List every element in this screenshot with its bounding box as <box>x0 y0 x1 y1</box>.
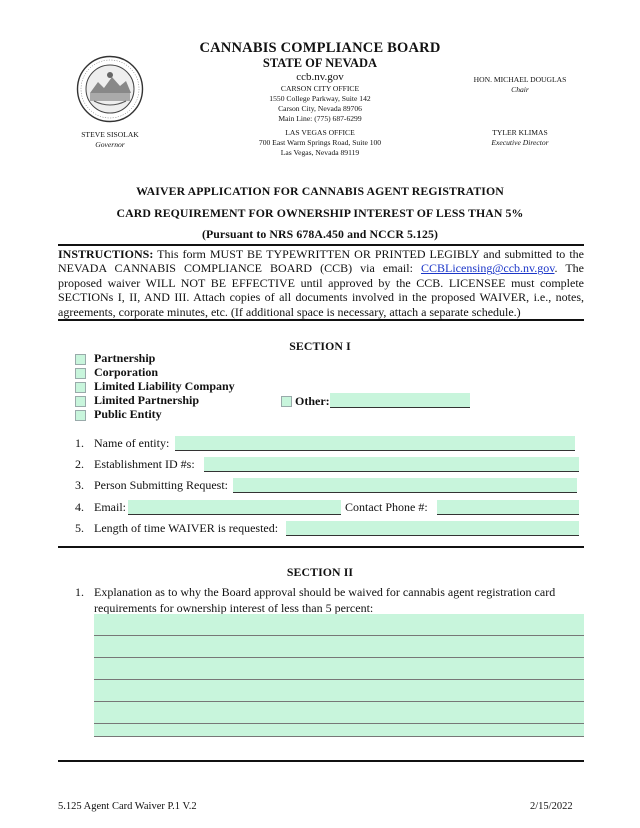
ccb-email-link[interactable]: CCBLicensing@ccb.nv.gov <box>420 261 555 276</box>
label-corporation: Corporation <box>94 365 158 379</box>
label-llc: Limited Liability Company <box>94 379 235 393</box>
field1-label: Name of entity: <box>94 436 170 450</box>
label-limited-partnership: Limited Partnership <box>94 393 199 407</box>
field2-number: 2. <box>75 457 84 471</box>
explanation-line[interactable] <box>94 614 584 636</box>
establishment-id-input[interactable] <box>204 457 579 472</box>
divider <box>58 319 584 321</box>
form-title-line2: CARD REQUIREMENT FOR OWNERSHIP INTEREST OF LESS THAN 5% <box>116 206 524 220</box>
board-name: CANNABIS COMPLIANCE BOARD <box>199 40 441 56</box>
section2-question-number: 1. <box>75 585 84 599</box>
carson-office-city: Carson City, Nevada 89706 <box>278 104 362 113</box>
field5-number: 5. <box>75 521 84 535</box>
other-input[interactable] <box>330 393 470 408</box>
checkbox-public-entity[interactable] <box>75 410 86 421</box>
governor-block <box>40 130 180 150</box>
field3-label: Person Submitting Request: <box>94 478 229 492</box>
divider <box>58 546 584 548</box>
explanation-line[interactable] <box>94 702 584 724</box>
section2-question: Explanation as to why the Board approval should be waived for cannabis agent registration card requirements for ownership interest of less than 5 percent: <box>94 585 556 615</box>
field2-label: Establishment ID #s: <box>94 457 195 471</box>
state-name: STATE OF NEVADA <box>262 56 378 70</box>
contact-phone-label: Contact Phone #: <box>345 500 428 514</box>
governor-name: STEVE SISOLAK <box>81 130 139 139</box>
divider <box>58 244 584 246</box>
lasvegas-office-title: LAS VEGAS OFFICE <box>285 128 355 137</box>
instructions-text-after: . The proposed waiver WILL NOT BE EFFECTIVE until approved by the CCB. LICENSEE must complete SECTIONs I, II, AND III. Attach copies of all documents involved in the proposed WAIVER, i.e., notes, agreements, corporate minutes, etc. (If additional space is necessary, attach a separate schedule.) <box>58 261 584 319</box>
footer-form-id: 5.125 Agent Card Waiver P.1 V.2 <box>58 801 197 812</box>
field3-number: 3. <box>75 478 84 492</box>
lasvegas-office <box>200 128 440 158</box>
checkbox-llc[interactable] <box>75 382 86 393</box>
email-input[interactable] <box>128 500 341 515</box>
director-block <box>440 128 600 148</box>
field1-number: 1. <box>75 436 84 450</box>
waiver-duration-input[interactable] <box>286 521 579 536</box>
instructions-label: INSTRUCTIONS: <box>58 247 154 261</box>
label-other: Other: <box>295 394 330 408</box>
website: ccb.nv.gov <box>296 71 344 83</box>
label-partnership: Partnership <box>94 351 156 365</box>
field4-number: 4. <box>75 500 84 514</box>
lasvegas-office-address: 700 East Warm Springs Road, Suite 100 <box>258 138 382 147</box>
label-public-entity: Public Entity <box>94 407 162 421</box>
chair-block <box>440 75 600 95</box>
checkbox-other[interactable] <box>281 396 292 407</box>
form-title-line3: (Pursuant to NRS 678A.450 and NCCR 5.125) <box>201 227 439 241</box>
checkbox-limited-partnership[interactable] <box>75 396 86 407</box>
chair-name: HON. MICHAEL DOUGLAS <box>473 75 567 84</box>
section1-heading: SECTION I <box>289 339 351 353</box>
explanation-line[interactable] <box>94 658 584 680</box>
entity-name-input[interactable] <box>175 436 575 451</box>
instructions-text-before: This form MUST BE TYPEWRITTEN OR PRINTED LEGIBLY and submitted to the NEVADA CANNABIS COMPLIANCE BOARD (CCB) via email: <box>58 247 584 276</box>
state-seal <box>76 55 144 123</box>
person-submitting-input[interactable] <box>233 478 577 493</box>
field4-label: Email: <box>94 500 126 514</box>
section2-heading: SECTION II <box>286 565 354 579</box>
checkbox-partnership[interactable] <box>75 354 86 365</box>
director-title: Executive Director <box>491 138 549 147</box>
carson-office-title: CARSON CITY OFFICE <box>280 84 360 93</box>
field5-label: Length of time WAIVER is requested: <box>94 521 279 535</box>
contact-phone-input[interactable] <box>437 500 579 515</box>
checkbox-corporation[interactable] <box>75 368 86 379</box>
instructions <box>58 247 584 319</box>
carson-office <box>200 84 440 124</box>
director-name: TYLER KLIMAS <box>492 128 548 137</box>
carson-office-address: 1550 College Parkway, Suite 142 <box>269 94 371 103</box>
carson-office-phone: Main Line: (775) 687-6299 <box>278 114 362 123</box>
divider <box>58 760 584 762</box>
chair-title: Chair <box>511 85 529 94</box>
lasvegas-office-city: Las Vegas, Nevada 89119 <box>280 148 360 157</box>
explanation-line[interactable] <box>94 724 584 737</box>
explanation-line[interactable] <box>94 680 584 702</box>
governor-title: Governor <box>95 140 125 149</box>
explanation-line[interactable] <box>94 636 584 658</box>
footer-date: 2/15/2022 <box>530 801 573 812</box>
form-title-line1: WAIVER APPLICATION FOR CANNABIS AGENT REGISTRATION <box>136 184 504 198</box>
